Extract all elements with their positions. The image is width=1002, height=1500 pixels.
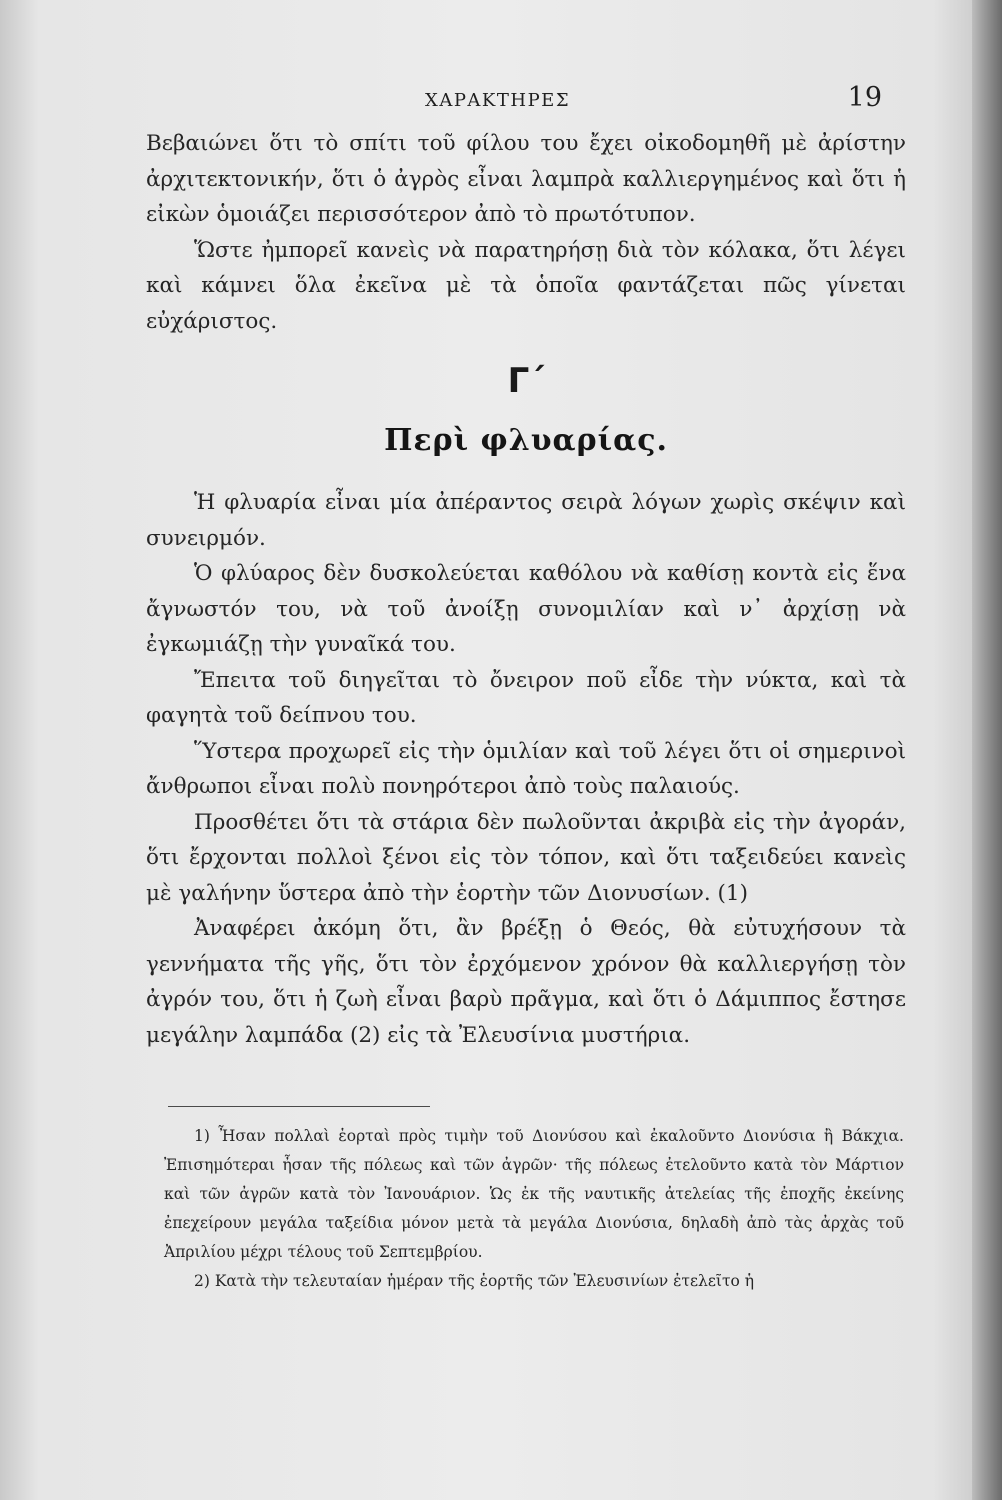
running-title: ΧΑΡΑΚΤΗΡΕΣ: [425, 90, 571, 111]
chapter-paragraph-3: Ἔπειτα τοῦ διηγεῖται τὸ ὄνειρον ποῦ εἶδε τὴν νύκτα, καὶ τὰ φαγητὰ τοῦ δείπνου του.: [146, 667, 906, 728]
footnote-1: 1) Ἦσαν πολλαὶ ἑορταὶ πρὸς τιμὴν τοῦ Διονύσου καὶ ἐκαλοῦντο Διονύσια ἢ Βάκχια. Ἐπισημότεραι ἦσαν τῆς πόλεως καὶ τῶν ἀγρῶν· τῆς πόλεως ἐτελοῦντο κατὰ τὸν Μάρτιον καὶ τῶν ἀγρῶν κατὰ τὸν Ἰανουάριον. Ὡς ἐκ τῆς ναυτικῆς ἀτελείας τῆς ἐποχῆς ἐκείνης ἐπεχείρουν μεγάλα ταξείδια μόνον μετὰ τὰ μεγάλα Διονύσια, δηλαδὴ ἀπὸ τὰς ἀρχὰς τοῦ Ἀπριλίου μέχρι τέλους τοῦ Σεπτεμβρίου.: [164, 1127, 904, 1261]
chapter-title: Περὶ φλυαρίας.: [384, 423, 668, 458]
footnote-2: 2) Κατὰ τὴν τελευταίαν ἡμέραν τῆς ἑορτῆς τῶν Ἐλευσινίων ἐτελεῖτο ἡ: [194, 1272, 755, 1290]
chapter-paragraph-1: Ἡ φλυαρία εἶναι μία ἀπέραντος σειρὰ λόγων χωρὶς σκέψιν καὶ συνειρμόν.: [146, 490, 906, 551]
footnote-ref-2: (2): [349, 1022, 381, 1048]
paragraph-6-text-before: Ἀναφέρει ἀκόμη ὅτι, ἂν βρέξῃ ὁ Θεός, θὰ εὐτυχήσουν τὰ γεννήματα τῆς γῆς, ὅτι τὸν ἐρχόμενον χρόνον θὰ καλλιεργήσῃ τὸν ἀγρόν του, ὅτι ἡ ζωὴ εἶναι βαρὺ πρᾶγμα, καὶ ὅτι ὁ Δάμιππος ἔστησε μεγάλην λαμπάδα: [146, 916, 906, 1048]
chapter-paragraph-6: [146, 911, 906, 1053]
footnote-ref-1: (1): [717, 880, 748, 906]
running-head: [150, 82, 910, 122]
paragraph-5-text: Προσθέτει ὅτι τὰ στάρια δὲν πωλοῦνται ἀκριβὰ εἰς τὴν ἀγοράν, ὅτι ἔρχονται πολλοὶ ξένοι εἰς τὸν τόπον, καὶ ὅτι ταξειδεύει κανεὶς μὲ γαλήνην ὕστερα ἀπὸ τὴν ἑορτὴν τῶν Διονυσίων.: [146, 809, 906, 906]
chapter-number: Γ΄: [507, 361, 545, 401]
intro-paragraph-2: Ὥστε ἠμπορεῖ κανεὶς νὰ παρατηρήσῃ διὰ τὸν κόλακα, ὅτι λέγει καὶ κάμνει ὅλα ἐκεῖνα μὲ τὰ ὁποῖα φαντάζεται πῶς γίνεται εὐχάριστος.: [146, 237, 906, 334]
chapter-paragraph-2: Ὁ φλύαρος δὲν δυσκολεύεται καθόλου νὰ καθίσῃ κοντὰ εἰς ἕνα ἄγνωστόν του, νὰ τοῦ ἀνοίξῃ συνομιλίαν καὶ ν᾽ ἀρχίσῃ νὰ ἐγκωμιάζῃ τὴν γυναῖκά του.: [146, 561, 906, 657]
page-edge-shadow: [972, 0, 1002, 1500]
footnotes: [164, 1122, 904, 1296]
intro-paragraph-1: Βεβαιώνει ὅτι τὸ σπίτι τοῦ φίλου του ἔχει οἰκοδομηθῆ μὲ ἀρίστην ἀρχιτεκτονικήν, ὅτι ὁ ἀγρὸς εἶναι λαμπρὰ καλλιεργημένος καὶ ὅτι ἡ εἰκὼν ὁμοιάζει περισσότερον ἀπὸ τὸ πρωτότυπον.: [146, 131, 906, 227]
paragraph-6-text-after: εἰς τὰ Ἐλευσίνια μυστήρια.: [387, 1022, 691, 1048]
footnote-separator: [168, 1106, 430, 1107]
chapter-paragraph-5: [146, 805, 906, 912]
body-text: [146, 126, 906, 1053]
page-number: 19: [847, 82, 882, 113]
chapter-paragraph-4: Ὕστερα προχωρεῖ εἰς τὴν ὁμιλίαν καὶ τοῦ λέγει ὅτι οἱ σημερινοὶ ἄνθρωποι εἶναι πολὺ πονηρότεροι ἀπὸ τοὺς παλαιούς.: [146, 738, 906, 799]
